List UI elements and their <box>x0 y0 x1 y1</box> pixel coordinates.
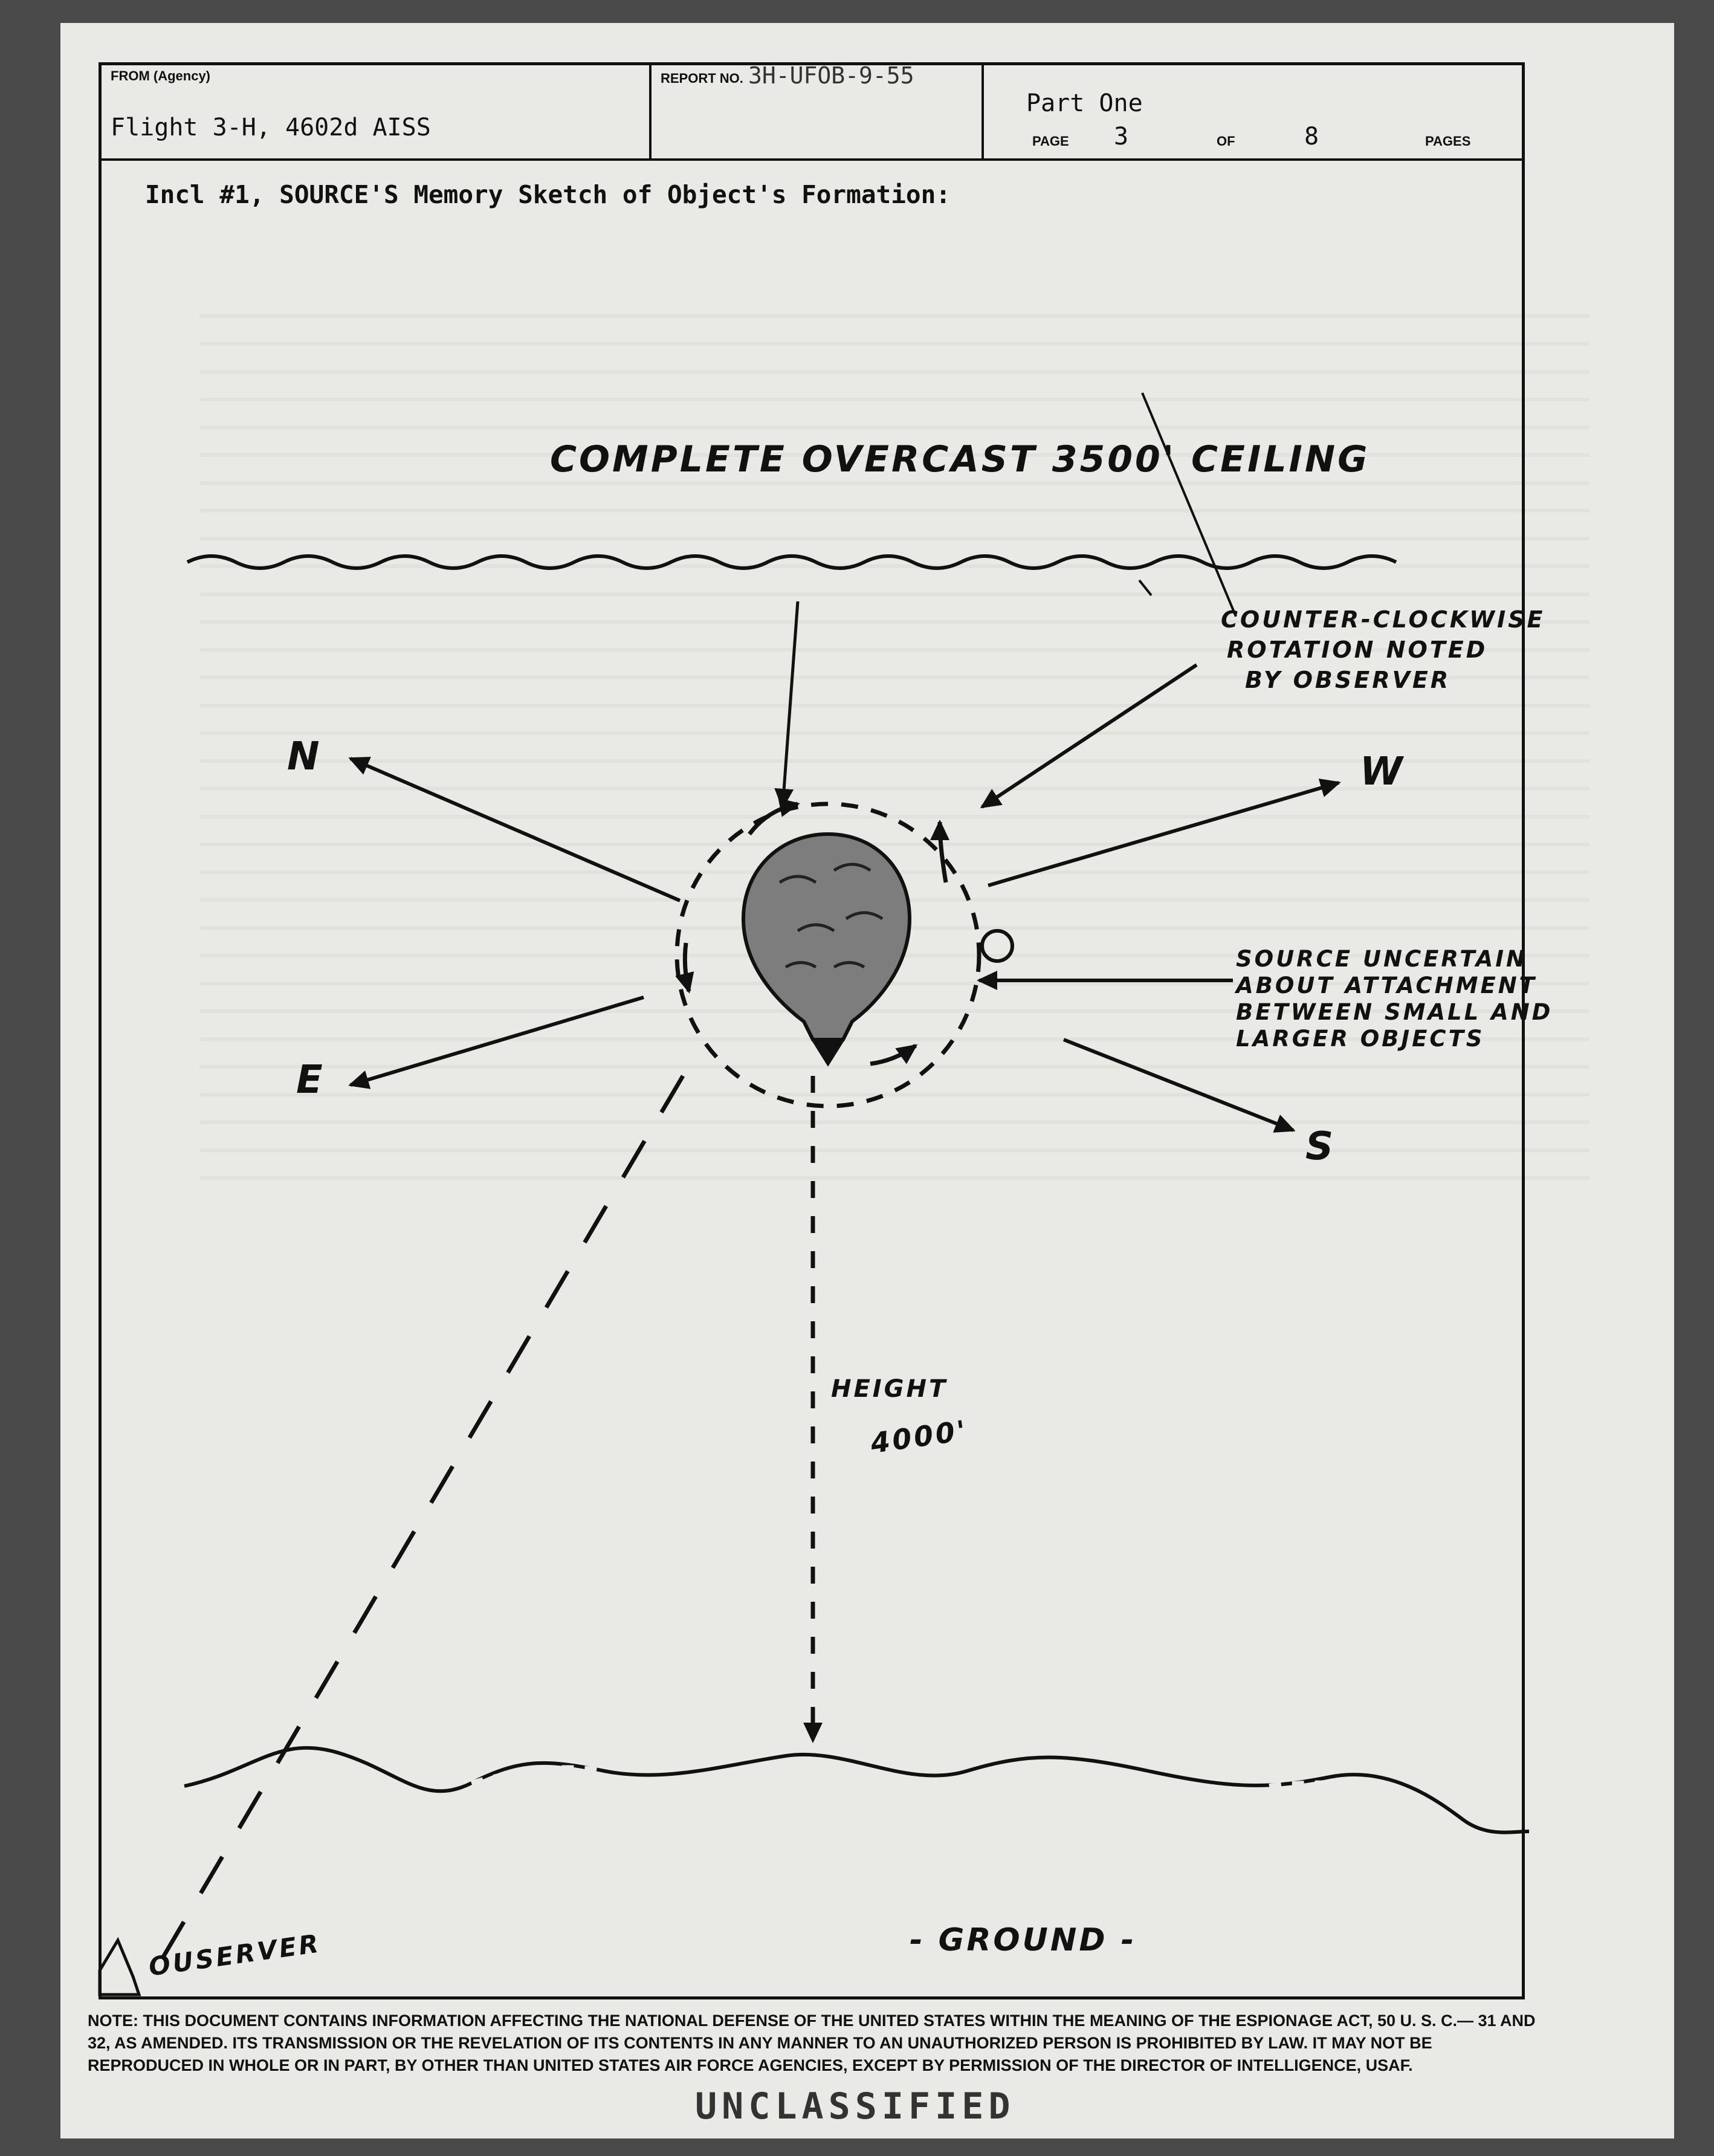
rotation-note <box>1221 604 1545 695</box>
rotation-note-leader-1 <box>1142 393 1236 617</box>
source-note-line-1: SOURCE UNCERTAIN <box>1236 946 1527 972</box>
page-number: 3 <box>1114 123 1129 151</box>
direction-north-label: N <box>287 734 322 779</box>
report-number-value: 3H-UFOB-9-55 <box>748 62 914 89</box>
height-label: HEIGHT <box>831 1375 948 1403</box>
west-arrow <box>988 783 1339 885</box>
rotation-note-leader-2 <box>1139 580 1151 595</box>
east-arrow <box>351 997 644 1085</box>
direction-east-label: E <box>296 1058 325 1102</box>
ceiling-label: COMPLETE OVERCAST 3500' CEILING <box>550 438 1370 481</box>
classification-stamp: UNCLASSIFIED <box>695 2085 1015 2128</box>
rotation-note-line-1: COUNTER-CLOCKWISE <box>1221 606 1545 633</box>
small-object <box>982 931 1012 961</box>
rotation-note-line-2: ROTATION NOTED <box>1227 636 1488 663</box>
direction-west-label: W <box>1360 749 1405 794</box>
observer-label: OUSERVER <box>146 1928 323 1982</box>
rotation-note-line-3: BY OBSERVER <box>1245 667 1451 693</box>
source-note-line-3: BETWEEN SMALL AND <box>1236 999 1553 1025</box>
ground-line <box>184 1748 1529 1833</box>
from-label: FROM (Agency) <box>111 68 210 83</box>
pages-label: PAGES <box>1425 134 1471 149</box>
classification-note: NOTE: THIS DOCUMENT CONTAINS INFORMATION AFFECTING THE NATIONAL DEFENSE OF THE UNITED STATES WITHIN THE MEANING OF THE ESPIONAGE ACT, 50 U. S. C.— 31 AND 32, AS AMENDED. ITS TRANSMISSION OR THE REVELATION OF ITS CONTENTS IN ANY MANNER TO AN UNAUTHORIZED PERSON IS PROHIBITED BY LAW. IT MAY NOT BE REPRODUCED IN WHOLE OR IN PART, BY OTHER THAN UNITED STATES AIR FORCE AGENCIES, EXCEPT BY PERMISSION OF THE DIRECTOR OF INTELLIGENCE, USAF. <box>88 2012 1536 2074</box>
orbit-arrow-right <box>940 822 946 882</box>
from-value: Flight 3-H, 4602d AISS <box>111 114 431 141</box>
ground-label: - GROUND - <box>910 1922 1137 1958</box>
part-label: Part One <box>1026 89 1143 117</box>
observer-line-of-sight <box>148 1076 683 1983</box>
direction-south-label: S <box>1305 1124 1336 1169</box>
observer-figure <box>100 1940 139 1995</box>
orbit-arrow-left <box>685 943 689 991</box>
page-label: PAGE <box>1032 134 1069 149</box>
report-number-label: REPORT NO. <box>661 71 743 86</box>
rotation-note-arrow-to-orbit <box>982 665 1197 807</box>
source-note <box>1236 946 1553 1052</box>
north-arrow <box>351 759 680 901</box>
of-label: OF <box>1217 134 1235 149</box>
height-value: 4000' <box>868 1413 971 1460</box>
orbit-arrow-bottom <box>870 1046 916 1064</box>
center-leader-to-orbit <box>783 601 798 807</box>
balloon-object <box>743 834 910 1064</box>
source-note-line-4: LARGER OBJECTS <box>1236 1026 1485 1052</box>
sketch-caption: Incl #1, SOURCE'S Memory Sketch of Object's Formation: <box>145 180 951 209</box>
source-note-line-2: ABOUT ATTACHMENT <box>1236 973 1537 999</box>
south-arrow <box>1064 1040 1293 1130</box>
total-pages: 8 <box>1304 123 1319 151</box>
